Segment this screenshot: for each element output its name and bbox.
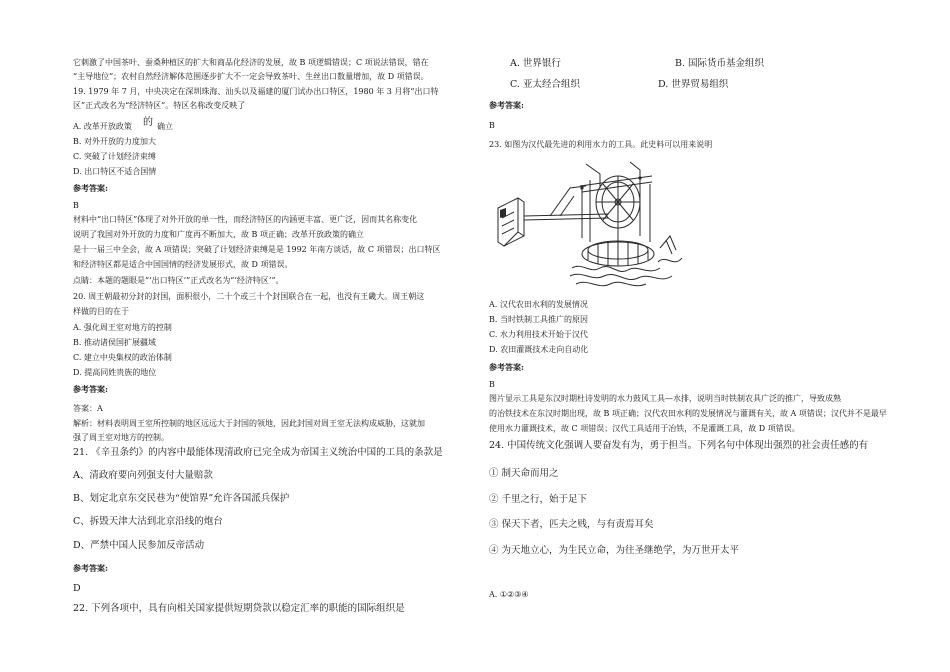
q23-option-a: A. 汉代农田水利的发展情况 [489,300,588,309]
q22-option-a: A. 世界银行 [510,58,561,69]
q20-explanation-line: 强了周王室对地方的控制。 [73,433,169,442]
q24-item-3: ③ 保天下者，匹夫之贱，与有责焉耳矣 [489,519,654,530]
q19-explanation-line: 材料中“出口特区”体现了对外开放的单一性，而经济特区的内涵更丰富、更广泛，因而其名称变化 [73,215,418,224]
q19-option-d: D. 出口特区不适合国情 [73,167,157,176]
q22-option-b: B. 国际货币基金组织 [675,58,765,69]
q20-option-a: A. 强化周王室对地方的控制 [73,323,172,332]
q20-option-b: B. 推动诸侯国扩展疆域 [73,338,156,347]
q19-explanation-line: 和经济特区都是适合中国国情的经济发展形式，故 D 项错误。 [73,260,293,269]
q20-option-d: D. 提高同姓贵族的地位 [73,368,157,377]
q19-context-line: 它刺激了中国茶叶、蚕桑种植区的扩大和商品化经济的发展，故 B 项逻辑错误；C 项说法错误，错在 [73,58,429,67]
q19-option-b: B. 对外开放的力度加大 [73,137,156,146]
q20-stem-line: 20. 周王朝最初分封的封国，面积很小，二十个或三十个封国联合在一起，也没有王畿大。周王朝这 [73,292,425,301]
q22-option-c: C. 亚太经合组织 [510,79,580,90]
q24-item-1: ① 制天命而用之 [489,468,559,479]
q23-option-c: C. 水力利用技术开始于汉代 [489,330,588,339]
q23-option-d: D. 农田灌溉技术走向自动化 [489,345,589,354]
q23-stem: 23. 如图为汉代最先进的利用水力的工具。此史料可以用来说明 [489,140,713,149]
answer-heading: 参考答案: [73,384,108,394]
answer-heading: 参考答案: [489,362,524,372]
q19-option-c: C. 突破了计划经济束缚 [73,152,156,161]
q23-answer: B [489,380,495,389]
q19-option-a-particle: 的 [143,117,153,128]
q22-stem: 22. 下列各项中，具有向相关国家提供短期贷款以稳定汇率的职能的国际组织是 [73,603,405,614]
q20-stem-line: 样做的目的在于 [73,307,129,316]
q19-stem-line: 区”正式改名为“经济特区”。特区名称改变反映了 [73,101,246,110]
q19-answer: B [73,201,79,210]
q23-explanation-line: 的冶铁技术在东汉时期出现，故 B 项正确；汉代农田水利的发展情况与灌溉有关，故 A 项错误；汉代并不是最早 [489,409,887,418]
q21-stem: 21. 《辛丑条约》的内容中最能体现清政府已完全成为帝国主义统治中国的工具的条款是 [73,447,443,458]
q22-option-d: D. 世界贸易组织 [658,79,729,90]
q19-explanation-line: 点睛：本题的题眼是“‘出口特区’”正式改名为“‘经济特区’”。 [73,276,284,285]
q19-explanation-line: 是十一届三中全会，故 A 项错误；突破了计划经济束缚是是 1992 年南方谈话，故 C 项错误；出口特区 [73,245,441,254]
q21-option-a: A、清政府要向列强支付大量赔款 [73,470,213,481]
q22-answer: B [489,121,495,130]
q24-option-a: A. ①②③④ [489,590,529,599]
q20-explanation-line: 解析：材料表明周王室所控制的地区远远大于封国的领地，因此封国对周王室无法构成威胁，这就加 [73,419,425,428]
q23-option-b: B. 当时铁制工具推广的原因 [489,315,588,324]
answer-heading: 参考答案: [489,100,524,110]
q23-explanation-line: 使用水力灌溉技术，故 C 项错误；汉代工具适用于冶铁，不是灌溉工具，故 D 项错误。 [489,424,800,433]
q23-explanation-line: 图片显示工具是东汉时期杜诗发明的水力鼓风工具—水排，说明当时铁制农具广泛的推广，导致成熟 [489,394,841,403]
q21-option-c: C、拆毁天津大沽到北京沿线的炮台 [73,516,223,527]
q21-option-d: D、严禁中国人民参加反帝活动 [73,540,205,551]
q24-item-4: ④ 为天地立心，为生民立命，为往圣继绝学，为万世开太平 [489,545,740,556]
water-powered-bellows-illustration [490,158,690,298]
q19-stem-line: 19. 1979 年 7 月，中央决定在深圳珠海、汕头以及福建的厦门试办出口特区，1980 年 3 月将“出口特 [73,87,439,96]
answer-heading: 参考答案: [73,563,108,573]
q20-answer: 答案：A [73,404,103,413]
q19-context-line: “主导地位”；农村自然经济解体范围逐步扩大不一定会导致茶叶、生丝出口数量增加，故 D 项错误。 [73,72,429,81]
q21-option-b: B、划定北京东交民巷为“使馆界”允许各国派兵保护 [73,493,290,504]
q24-stem: 24. 中国传统文化强调人要奋发有为，勇于担当。下列名句中体现出强烈的社会责任感的有 [489,440,869,451]
q21-answer: D [73,583,81,594]
answer-heading: 参考答案: [73,183,108,193]
q20-option-c: C. 建立中央集权的政治体制 [73,353,172,362]
q19-option-a-tail: 确立 [157,122,173,131]
q24-item-2: ② 千里之行，始于足下 [489,494,588,505]
q19-explanation-line: 说明了我国对外开放的力度和广度再不断加大，故 B 项正确；改革开放政策的确立 [73,230,364,239]
q19-option-a: A. 改革开放政策 [73,122,132,131]
